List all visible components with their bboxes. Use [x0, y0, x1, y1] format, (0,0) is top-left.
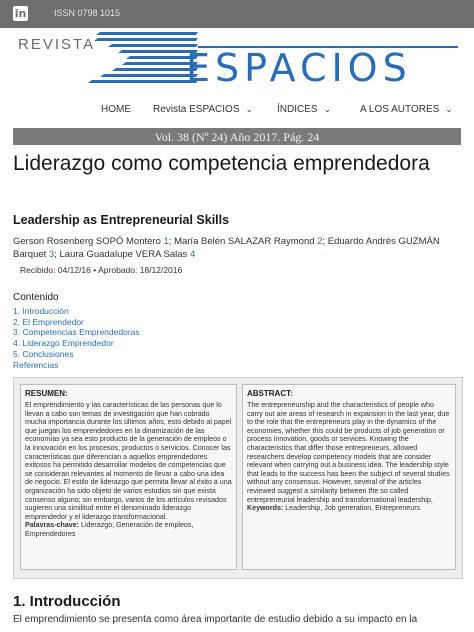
- authors: [13, 235, 458, 261]
- author-text: ; Eduardo Andrés GUZMÁN: [322, 236, 440, 247]
- chevron-down-icon: ⌄: [245, 104, 254, 114]
- volume-text: Vol. 38 (Nº 24) Año 2017. Pág. 24: [154, 130, 320, 144]
- toc-link[interactable]: 3. Competencias Emprendedoras: [13, 327, 140, 338]
- abstract-text: El emprendimiento y las características de las personas que lo llevan a cabo son temas de investigación que han cobrado mucha importancia durante los últimos años, esto debido al papel que juegan los emprendedores en la dinamización de las economías ya sea esto producto de la generación de empleos o la innovación en los procesos, productos o servicios. Conocer las características que diferencian a aquellos emprendedores exitosos ha permitido desarrollar modelos de competencias que se consideran relevantes al momento de llevar a cabo una idea de negocio. El estilo de liderazgo que permita llevar al éxito a una organización ha sido objeto de varios estudios sin que exista consenso alguno; sin embargo, varios de los artículos revisados sugieren una similitud entre el denominado liderazgo emprendedor y el liderazgo transformacional.: [25, 401, 232, 521]
- issn-text: ISSN 0798 1015: [54, 8, 121, 18]
- abstract-english: [242, 384, 456, 570]
- top-bar: [0, 0, 474, 28]
- toc-link[interactable]: 2. El Emprendedor: [13, 316, 84, 327]
- article-subtitle: Leadership as Entrepreneurial Skills: [13, 213, 230, 227]
- nav-a-los-autores[interactable]: [360, 104, 453, 115]
- keywords-label: Palavras-chave:: [25, 521, 80, 530]
- nav-revista-label: Revista ESPACIOS: [153, 104, 240, 115]
- author-footnote-link[interactable]: 4: [189, 249, 196, 260]
- toc-link[interactable]: Referencias: [13, 359, 59, 370]
- abstract-container: [13, 377, 463, 579]
- abstract-heading: ABSTRACT:: [247, 389, 293, 398]
- nav-home[interactable]: [101, 104, 131, 115]
- section-text: El emprendimiento se presenta como área importante de estudio debido a su impacto en la: [13, 614, 418, 625]
- abstract-heading: RESUMEN:: [25, 389, 68, 398]
- chevron-down-icon: ⌄: [445, 104, 453, 114]
- nav-revista-espacios[interactable]: [153, 104, 253, 115]
- nav-home-label: HOME: [101, 104, 131, 115]
- abstract-body: [25, 401, 232, 539]
- author-footnote-link[interactable]: 2: [317, 236, 323, 247]
- toc-heading: Contenido: [13, 292, 59, 303]
- main-nav: [0, 104, 474, 120]
- author-footnote-link[interactable]: 3: [48, 249, 55, 260]
- author-footnote-link[interactable]: 1: [163, 236, 169, 247]
- toc-link[interactable]: 1. Introducción: [13, 305, 69, 316]
- toc-link[interactable]: 4. Liderazgo Emprendedor: [13, 338, 114, 349]
- article-dates: Recibido: 04/12/16 • Aprobado: 18/12/2016: [20, 265, 183, 275]
- author-text: Barquet: [13, 249, 49, 260]
- logo-revista-text: REVISTA: [18, 36, 96, 53]
- keywords-text: Leadership, Job generation, Entrepreneurs: [283, 504, 421, 513]
- table-of-contents: [13, 293, 140, 371]
- nav-indices-label: ÍNDICES: [277, 104, 318, 115]
- volume-bar: [13, 128, 461, 145]
- toc-link[interactable]: 5. Conclusiones: [13, 348, 74, 359]
- linkedin-icon[interactable]: in: [14, 7, 27, 20]
- abstract-spanish: [20, 384, 237, 570]
- abstract-body: [247, 401, 451, 513]
- nav-autores-label: A LOS AUTORES: [360, 104, 440, 115]
- article-title: Liderazgo como competencia emprendedora: [13, 152, 430, 175]
- keywords-text: Liderazgo, Generación de empleos, Emprendedores: [25, 521, 194, 538]
- logo-espacios-text: ESPACIOS: [186, 46, 412, 90]
- keywords-label: Keywords:: [247, 504, 284, 513]
- nav-indices[interactable]: [277, 104, 331, 115]
- author-text: ; María Belén SALAZAR Raymond: [168, 236, 318, 247]
- chevron-down-icon: ⌄: [323, 104, 332, 114]
- author-text: Gerson Rosenberg SOPÓ Montero: [13, 236, 164, 247]
- section-heading: 1. Introducción: [13, 593, 121, 610]
- author-text: ; Laura Guadalupe VERA Salas: [54, 249, 190, 260]
- abstract-text: The entrepreneurship and the characteristics of people who carry out are areas of research in expansion in the last year, due to the role that the entrepreneurs play in the dynamics of the economies, whether this could be products of job generation or process innovation, goods or services. Knowing the characteristics that differ those entrepreneurs, allowed researchers develop competency models that are consider relevant when carrying out a business idea. The leadership style that leads to the success has been the subject of several studies without any consensus. However, several of the articles reviewed suggest a similarity between the so called entrepreneurial leadership and transformational leadership.: [247, 401, 450, 504]
